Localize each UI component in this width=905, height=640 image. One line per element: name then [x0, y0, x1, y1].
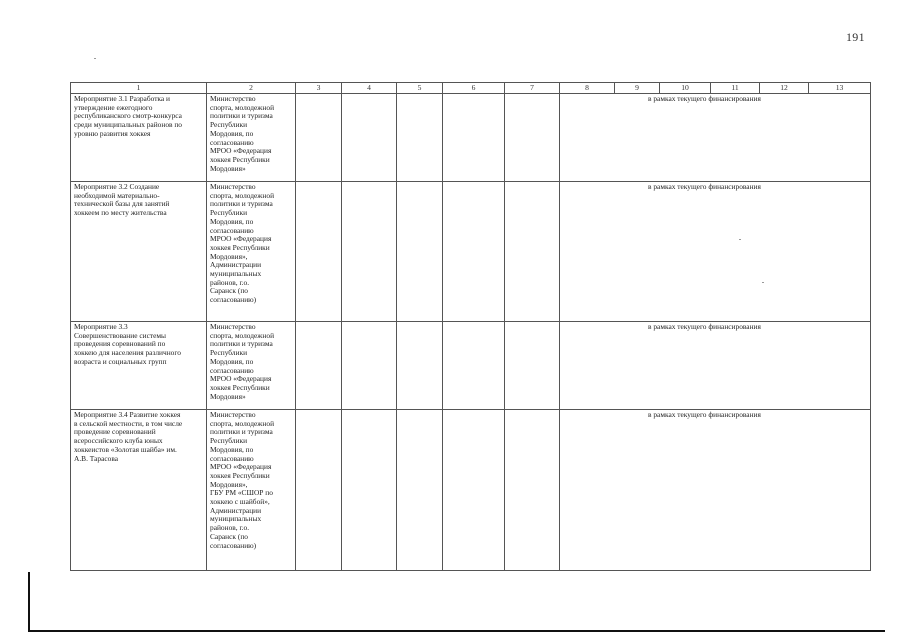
financing-cell: в рамках текущего финансирования — [560, 322, 871, 410]
activity-cell: Мероприятие 3.2 Создание необходимой материально- технической базы для занятий хоккеем по месту жительства — [71, 182, 207, 322]
empty-cell — [342, 410, 397, 571]
empty-cell — [296, 410, 342, 571]
empty-cell — [342, 322, 397, 410]
empty-cell — [296, 182, 342, 322]
empty-cell — [397, 182, 443, 322]
column-header: 8 — [560, 83, 615, 94]
scan-edge-bottom — [28, 630, 885, 632]
empty-cell — [505, 410, 560, 571]
empty-cell — [342, 94, 397, 182]
column-header: 1 — [71, 83, 207, 94]
empty-cell — [397, 94, 443, 182]
activity-cell: Мероприятие 3.3 Совершенствование системы проведения соревнований по хоккею для населения различного возраста и социальных групп — [71, 322, 207, 410]
empty-cell — [397, 410, 443, 571]
column-header: 10 — [660, 83, 711, 94]
table-row — [71, 410, 871, 571]
column-header: 9 — [615, 83, 660, 94]
activity-cell: Мероприятие 3.1 Разработка и утверждение ежегодного республиканского смотр-конкурса среди муниципальных районов по уровню развития хоккея — [71, 94, 207, 182]
empty-cell — [443, 322, 505, 410]
empty-cell — [505, 94, 560, 182]
column-header: 2 — [207, 83, 296, 94]
table-row — [71, 182, 871, 322]
column-header: 12 — [760, 83, 809, 94]
document-table-container — [70, 82, 870, 571]
financing-cell: в рамках текущего финансирования — [560, 410, 871, 571]
activity-cell: Мероприятие 3.4 Развитие хоккея в сельской местности, в том числе проведение соревнований всероссийского клуба юных хоккеистов «Золотая шайба» им. А.В. Тарасова — [71, 410, 207, 571]
header-row — [71, 83, 871, 94]
executor-cell: Министерство спорта, молодежной политики и туризма Республики Мордовия, по согласованию МРОО «Федерация хоккея Республики Мордовия» — [207, 94, 296, 182]
financing-cell: в рамках текущего финансирования — [560, 182, 871, 322]
column-header: 3 — [296, 83, 342, 94]
financing-cell: в рамках текущего финансирования — [560, 94, 871, 182]
executor-cell: Министерство спорта, молодежной политики и туризма Республики Мордовия, по согласованию МРОО «Федерация хоккея Республики Мордовия», Администрации муниципальных районов, г.о. Саранск (по согласованию) — [207, 182, 296, 322]
table-row — [71, 322, 871, 410]
column-header: 7 — [505, 83, 560, 94]
column-header: 4 — [342, 83, 397, 94]
empty-cell — [296, 322, 342, 410]
empty-cell — [443, 94, 505, 182]
empty-cell — [443, 182, 505, 322]
empty-cell — [397, 322, 443, 410]
empty-cell — [342, 182, 397, 322]
column-header: 5 — [397, 83, 443, 94]
scan-edge-left — [28, 572, 30, 632]
empty-cell — [505, 322, 560, 410]
table-row — [71, 94, 871, 182]
column-header: 13 — [809, 83, 871, 94]
document-table — [70, 82, 871, 571]
empty-cell — [505, 182, 560, 322]
page-number: 191 — [846, 30, 865, 44]
column-header: 11 — [711, 83, 760, 94]
empty-cell — [296, 94, 342, 182]
empty-cell — [443, 410, 505, 571]
scan-speck — [94, 58, 96, 59]
column-header: 6 — [443, 83, 505, 94]
executor-cell: Министерство спорта, молодежной политики и туризма Республики Мордовия, по согласованию МРОО «Федерация хоккея Республики Мордовия», ГБУ РМ «СШОР по хоккею с шайбой», Администрации муниципальных районов, г.о. Саранск (по согласованию) — [207, 410, 296, 571]
executor-cell: Министерство спорта, молодежной политики и туризма Республики Мордовия, по согласованию МРОО «Федерация хоккея Республики Мордовия» — [207, 322, 296, 410]
